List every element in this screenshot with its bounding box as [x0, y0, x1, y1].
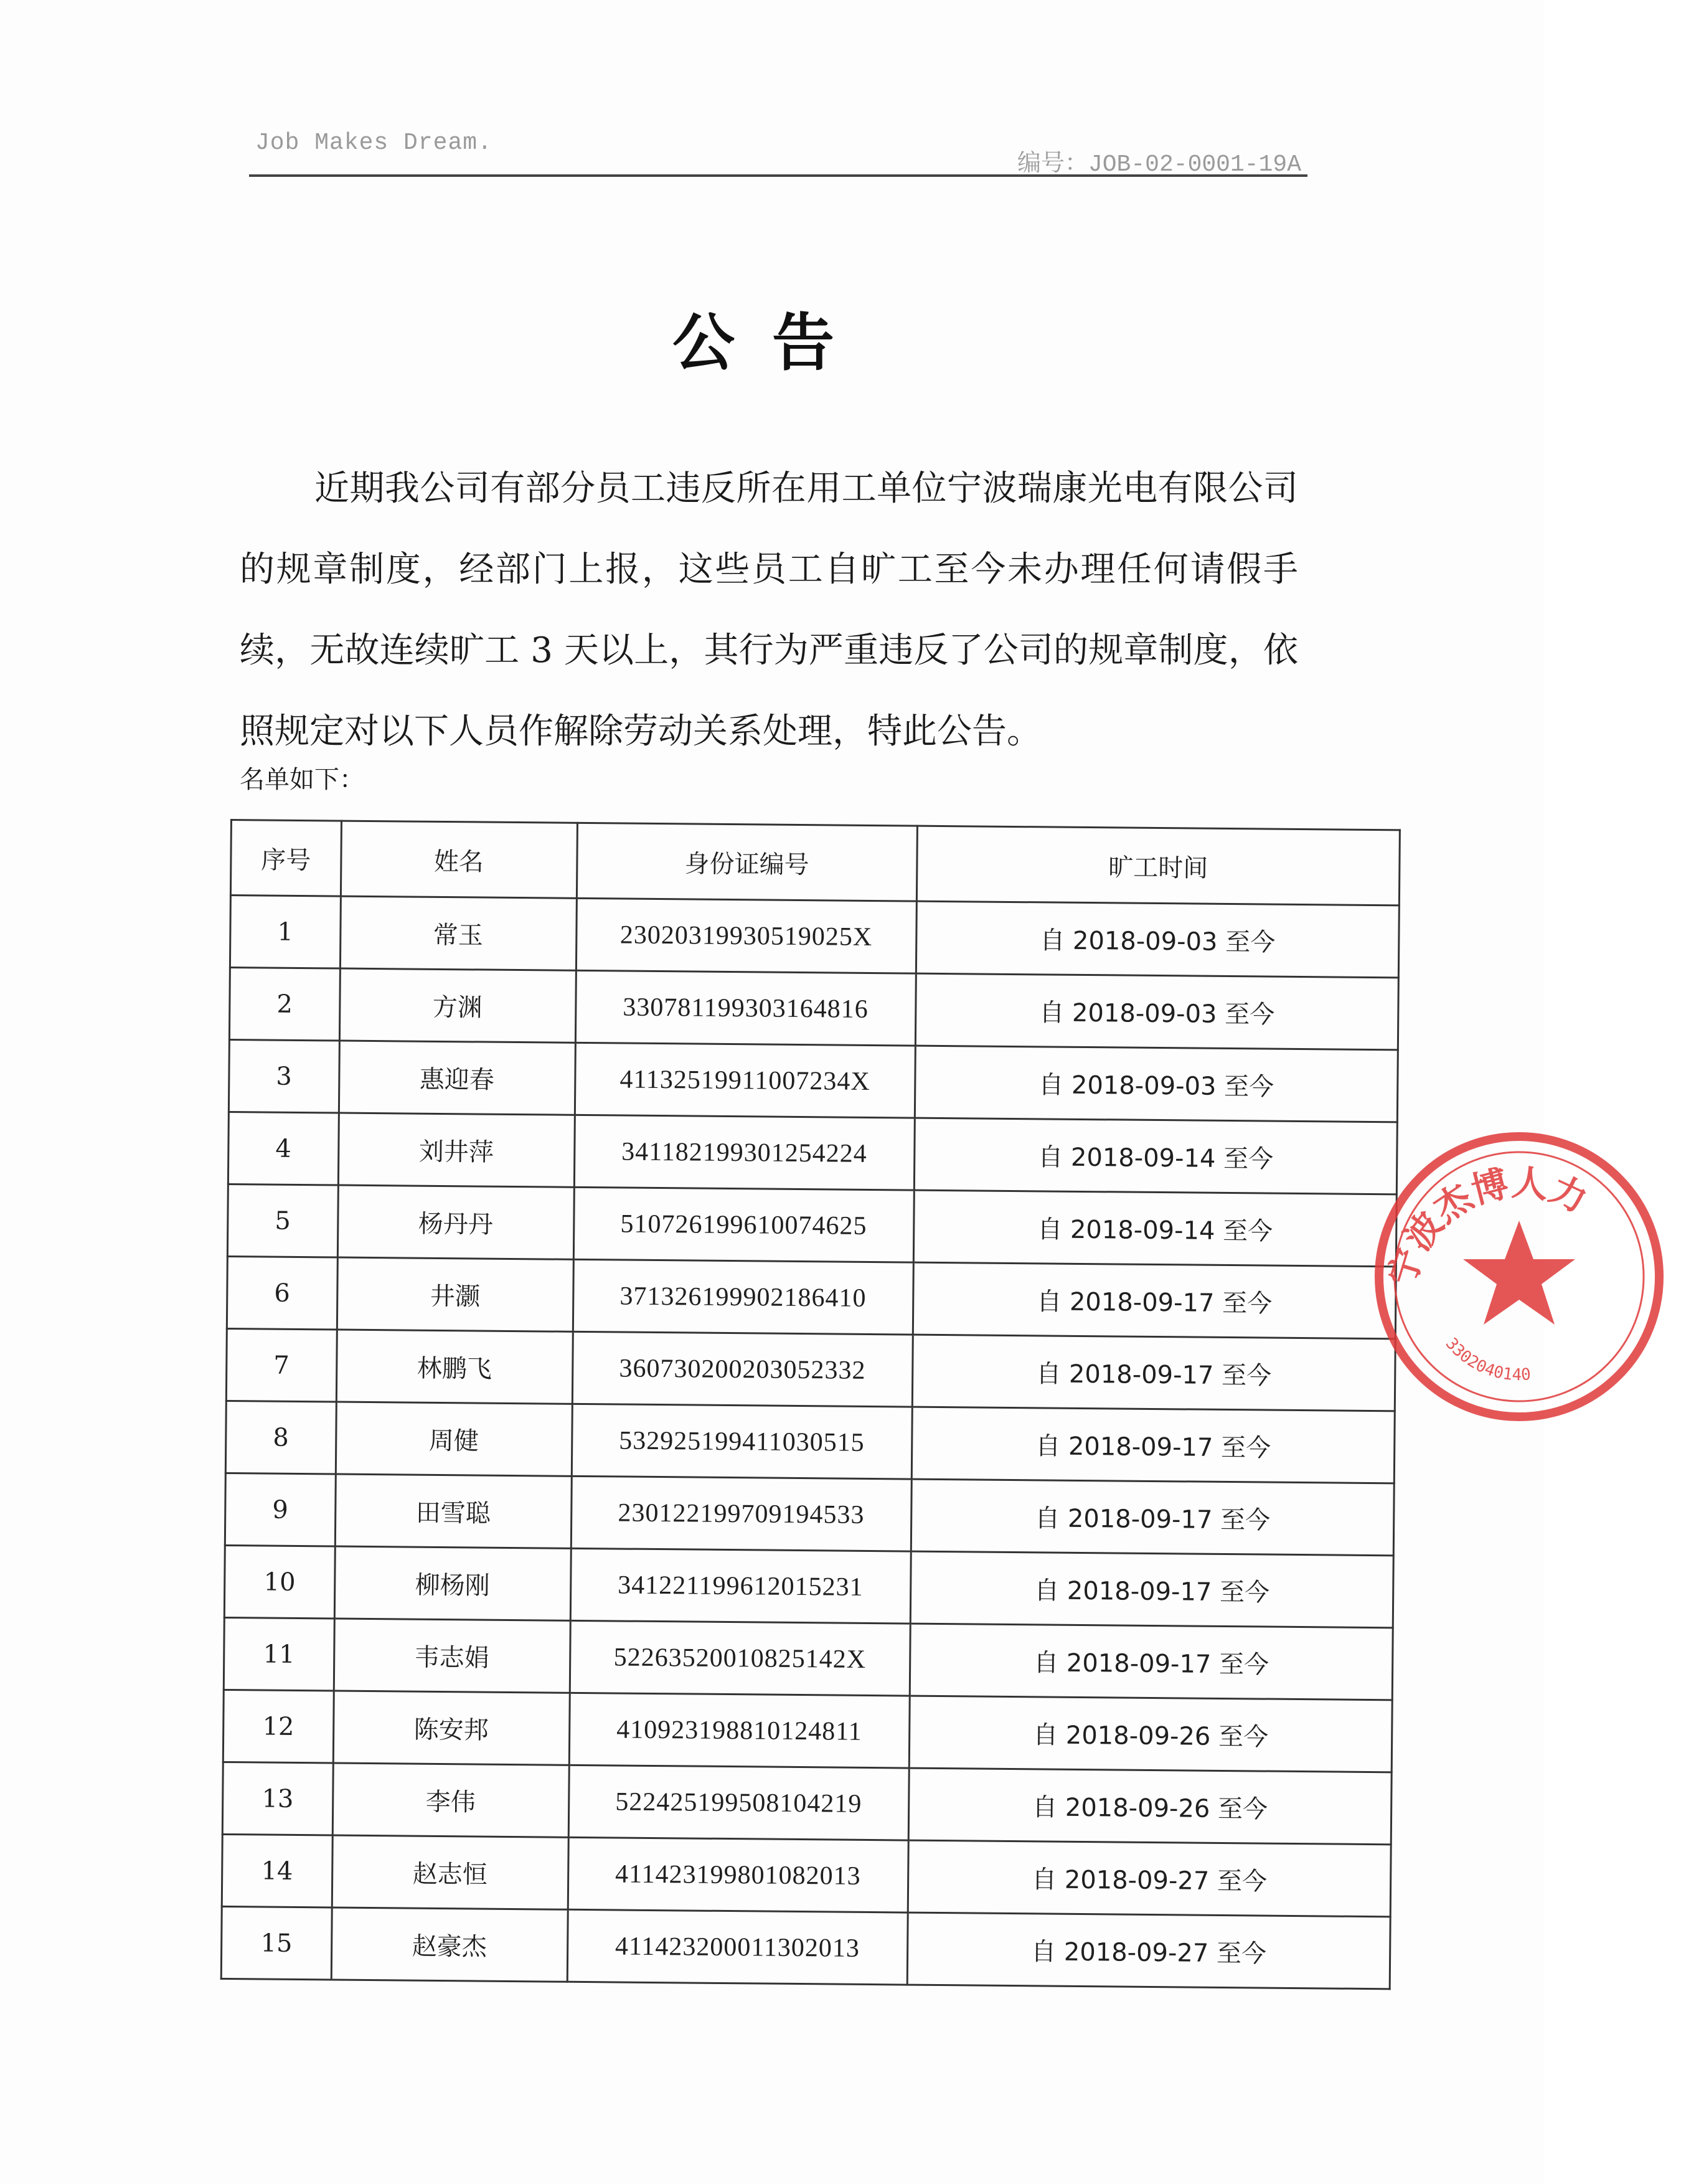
row-name: 田雪聪 [335, 1474, 572, 1548]
header-id: 身份证编号 [577, 823, 917, 901]
table-row [228, 1112, 1397, 1194]
row-period: 自 2018-09-27 至今 [908, 1840, 1391, 1917]
row-name: 林鹏飞 [336, 1330, 573, 1404]
row-name: 惠迎春 [339, 1041, 575, 1115]
row-id: 23020319930519025X [576, 898, 916, 973]
table-header-row [230, 820, 1400, 905]
row-seq: 9 [225, 1473, 336, 1546]
row-period: 自 2018-09-14 至今 [913, 1190, 1396, 1267]
row-id: 341221199612015231 [570, 1548, 911, 1624]
row-seq: 14 [222, 1834, 332, 1907]
row-period: 自 2018-09-17 至今 [910, 1624, 1393, 1700]
announcement-paragraph: 近期我公司有部分员工违反所在用工单位宁波瑞康光电有限公司的规章制度，经部门上报，这些员工自旷工至今未办理任何请假手续，无故连续旷工 3 天以上，其行为严重违反了公司的规章制度，依照规定对以下人员作解除劳动关系处理，特此公告。 [240, 468, 1298, 752]
row-name: 赵豪杰 [331, 1907, 568, 1982]
row-period: 自 2018-09-26 至今 [909, 1696, 1392, 1772]
row-period: 自 2018-09-17 至今 [911, 1407, 1395, 1483]
row-id: 411423200011302013 [567, 1909, 908, 1985]
row-name: 李伟 [332, 1763, 569, 1837]
row-name: 刘井萍 [338, 1113, 575, 1187]
row-seq: 6 [227, 1256, 337, 1330]
row-period: 自 2018-09-14 至今 [914, 1118, 1397, 1194]
row-id: 410923198810124811 [569, 1693, 910, 1768]
row-seq: 7 [226, 1328, 337, 1402]
row-name: 陈安邦 [333, 1691, 570, 1765]
row-seq: 5 [227, 1184, 338, 1257]
row-period: 自 2018-09-17 至今 [910, 1551, 1393, 1628]
row-period: 自 2018-09-03 至今 [915, 1046, 1398, 1122]
table-row [227, 1184, 1396, 1266]
company-seal [1357, 1115, 1681, 1439]
seal-code-text: 3302040140 [1441, 1334, 1532, 1385]
row-name: 柳杨刚 [334, 1546, 571, 1620]
table-row [226, 1328, 1395, 1411]
row-name: 井灏 [337, 1257, 573, 1331]
row-id: 52263520010825142X [570, 1620, 910, 1696]
row-period: 自 2018-09-17 至今 [911, 1479, 1394, 1556]
header-name: 姓名 [341, 821, 577, 898]
row-id: 330781199303164816 [575, 970, 916, 1046]
list-intro: 名单如下： [240, 765, 364, 794]
table-row [229, 968, 1398, 1050]
table-row [222, 1762, 1391, 1844]
document-number: 编号：JOB-02-0001-19A [1017, 151, 1301, 178]
row-name: 杨丹丹 [337, 1185, 574, 1259]
table-row [224, 1617, 1393, 1699]
row-id: 522425199508104219 [568, 1765, 909, 1840]
table-row [221, 1906, 1390, 1988]
table-row [224, 1545, 1393, 1627]
row-seq: 15 [221, 1906, 332, 1980]
header-period: 旷工时间 [916, 826, 1400, 905]
seal-name-text: 宁波杰博人力 [1380, 1161, 1594, 1291]
table-row [228, 1039, 1398, 1122]
row-id: 41132519911007234X [575, 1042, 915, 1118]
row-period: 自 2018-09-03 至今 [915, 973, 1398, 1050]
table-row [230, 896, 1399, 978]
row-id: 360730200203052332 [572, 1331, 913, 1407]
page-title: 公告 [672, 306, 872, 379]
table-row [225, 1401, 1395, 1483]
row-id: 510726199610074625 [573, 1187, 914, 1262]
dismissal-table [220, 819, 1401, 1990]
row-id: 341182199301254224 [574, 1115, 915, 1190]
row-seq: 12 [223, 1690, 334, 1763]
row-name: 方渊 [339, 968, 576, 1042]
row-id: 371326199902186410 [573, 1259, 913, 1335]
row-name: 常玉 [340, 896, 577, 970]
page-header [249, 118, 1307, 177]
row-name: 赵志恒 [332, 1835, 568, 1909]
header-slogan: Job Makes Dream. [255, 130, 492, 156]
row-period: 自 2018-09-17 至今 [913, 1262, 1396, 1339]
row-name: 周健 [336, 1402, 572, 1476]
row-id: 532925199411030515 [572, 1404, 912, 1479]
row-seq: 4 [228, 1112, 339, 1185]
row-id: 411423199801082013 [568, 1837, 908, 1912]
row-period: 自 2018-09-27 至今 [907, 1912, 1390, 1989]
row-seq: 13 [222, 1762, 333, 1835]
table-row [225, 1473, 1394, 1555]
seal-star-icon [1463, 1221, 1575, 1325]
table-row [227, 1256, 1396, 1338]
row-period: 自 2018-09-03 至今 [916, 901, 1399, 978]
row-name: 韦志娟 [334, 1619, 570, 1693]
row-seq: 3 [228, 1039, 339, 1113]
row-seq: 10 [224, 1545, 335, 1619]
row-period: 自 2018-09-17 至今 [912, 1335, 1395, 1411]
row-seq: 8 [225, 1401, 336, 1474]
header-seq: 序号 [230, 820, 341, 897]
row-seq: 11 [224, 1617, 334, 1691]
row-seq: 2 [229, 968, 340, 1041]
row-period: 自 2018-09-26 至今 [908, 1768, 1391, 1845]
table-row [222, 1834, 1391, 1916]
row-id: 230122199709194533 [571, 1476, 911, 1551]
row-seq: 1 [230, 896, 341, 969]
table-row [223, 1690, 1392, 1772]
